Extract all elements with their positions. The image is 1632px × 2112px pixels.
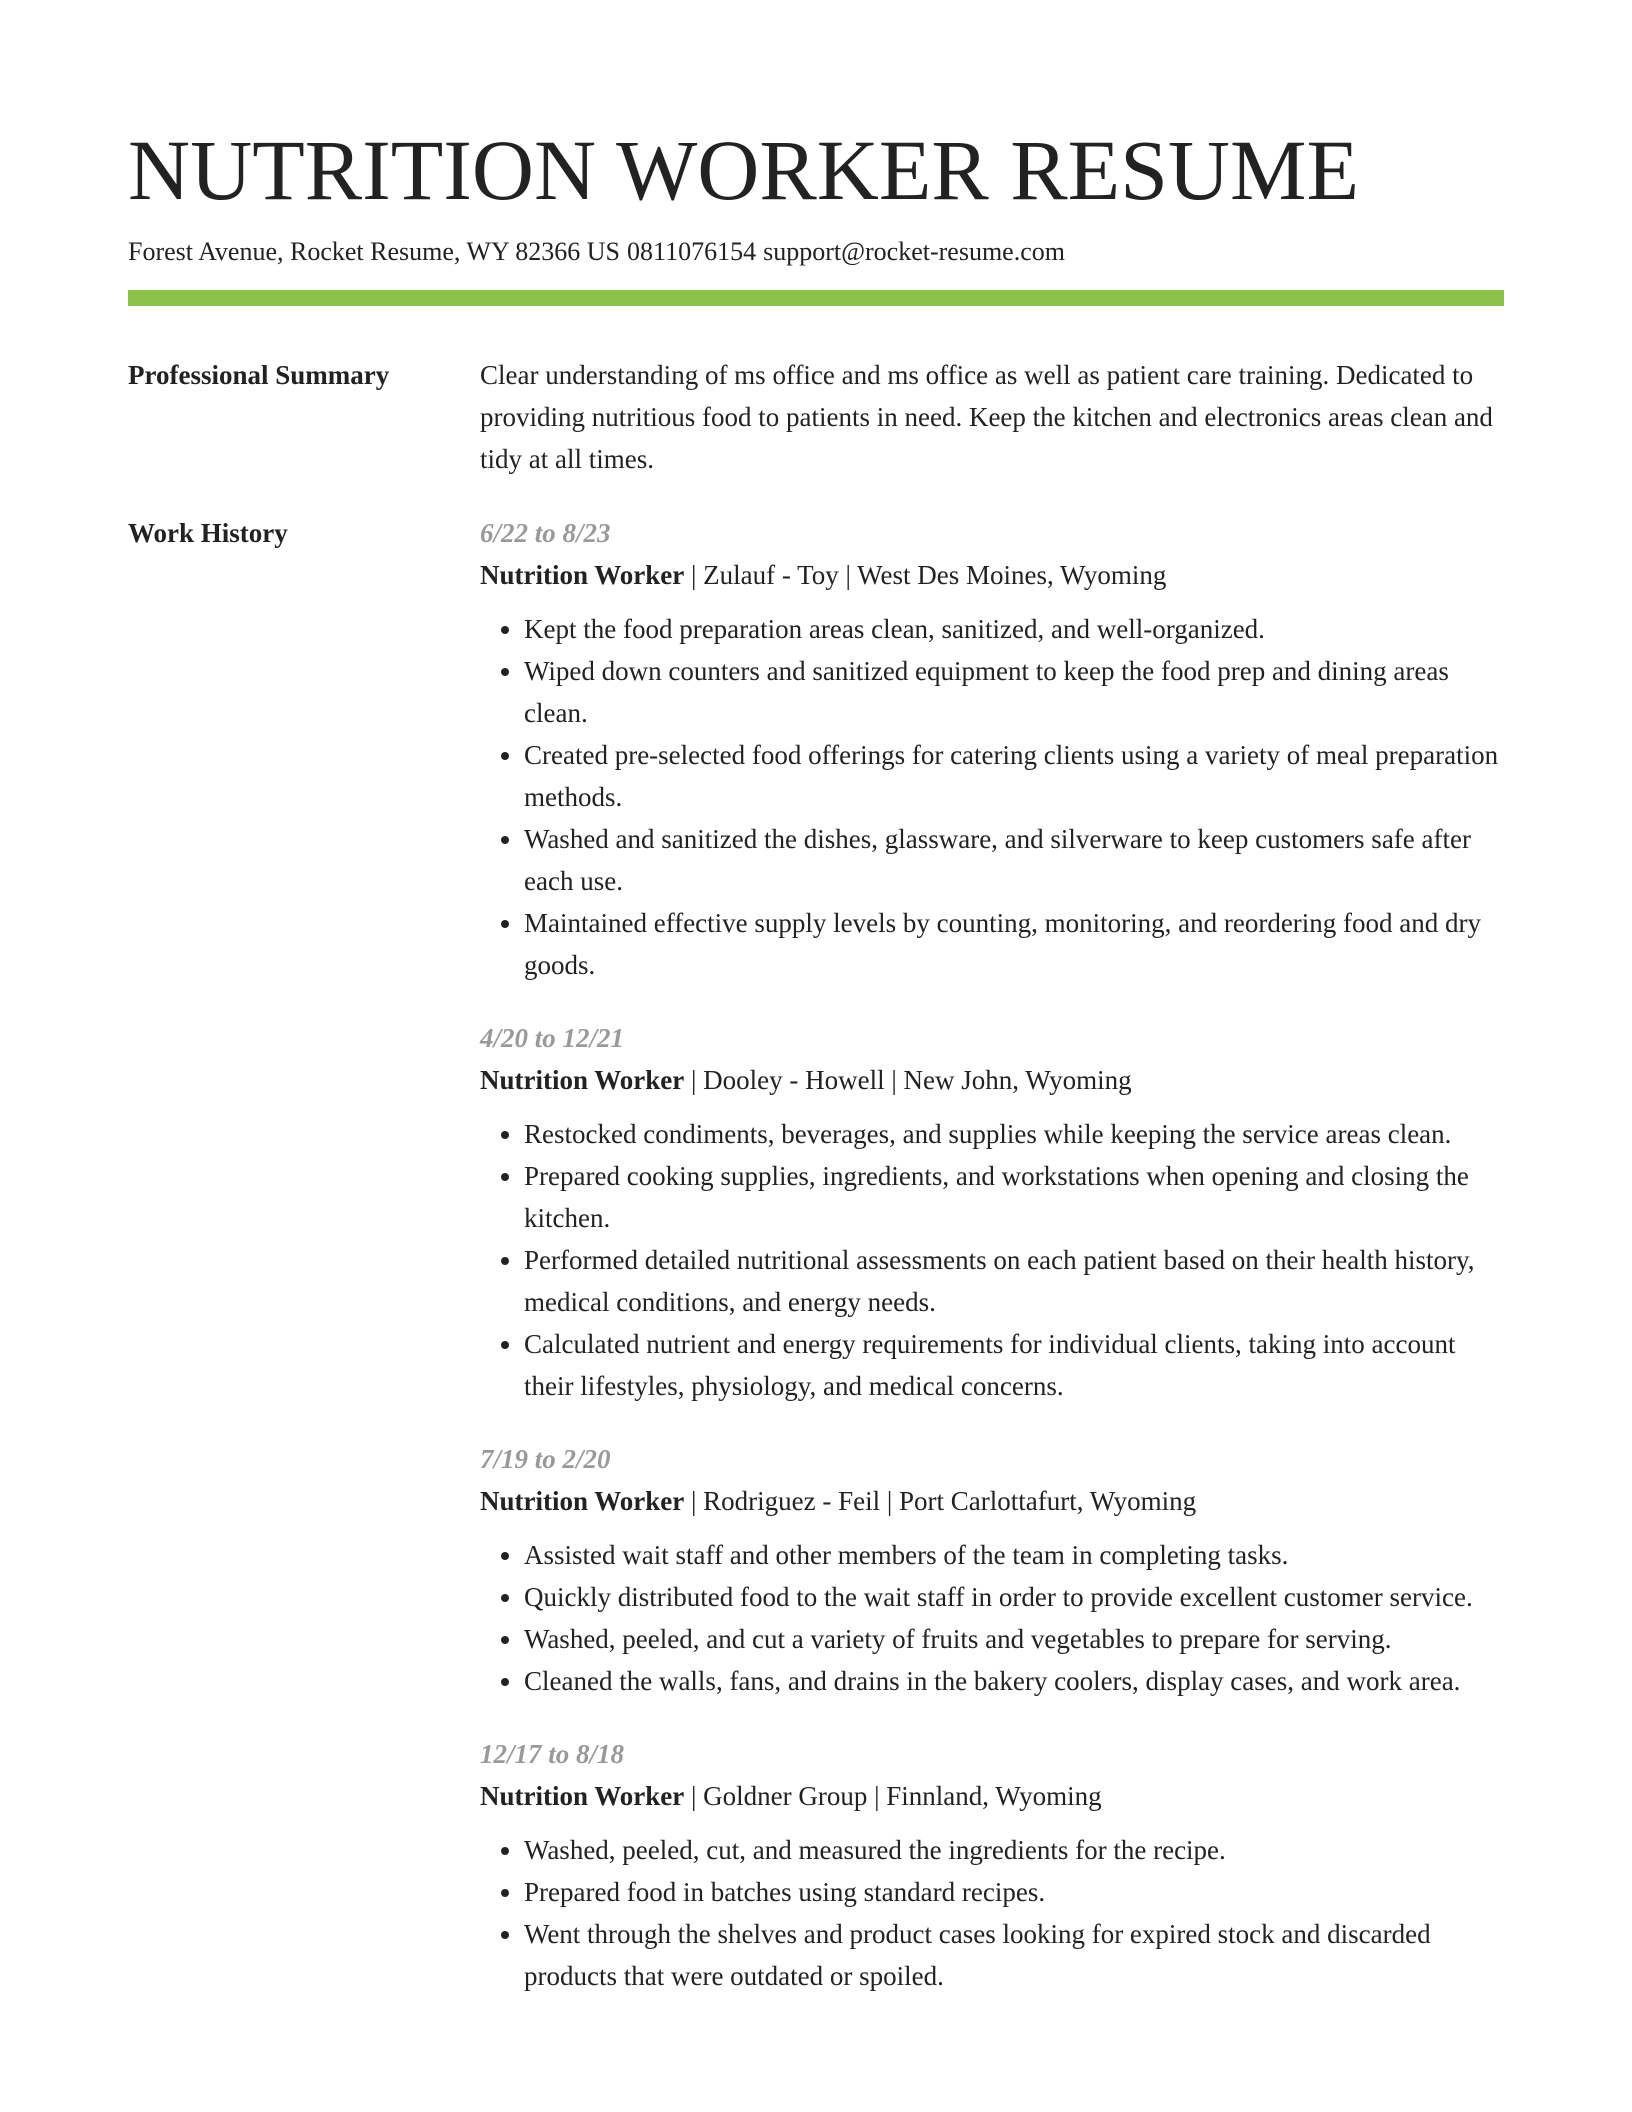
contact-line: [128, 234, 1504, 270]
job-bullet: • Cleaned the walls, fans, and drains in the bakery coolers, display cases, and work area.: [524, 1660, 1504, 1702]
job-details: | Goldner Group | Finnland, Wyoming: [684, 1781, 1102, 1811]
contact-address: Forest Avenue, Rocket Resume, WY 82366 US: [128, 237, 621, 266]
job-bullet: • Went through the shelves and product cases looking for expired stock and discarded products that were outdated or spoiled.: [524, 1913, 1504, 1997]
job-entry: [480, 1438, 1504, 1702]
contact-phone: 0811076154: [627, 237, 757, 266]
job-bullet: • Kept the food preparation areas clean, sanitized, and well-organized.: [524, 608, 1504, 650]
contact-email: support@rocket-resume.com: [763, 237, 1065, 266]
resume-document: [128, 118, 1504, 2028]
job-bullet: • Prepared food in batches using standard recipes.: [524, 1871, 1504, 1913]
job-dates: 12/17 to 8/18: [480, 1739, 625, 1769]
job-bullets: [480, 1113, 1504, 1407]
job-bullet: • Restocked condiments, beverages, and supplies while keeping the service areas clean.: [524, 1113, 1504, 1155]
job-details: | Zulauf - Toy | West Des Moines, Wyoming: [684, 560, 1167, 590]
page-title: NUTRITION WORKER RESUME: [128, 122, 1360, 218]
summary-label: Professional Summary: [128, 360, 390, 390]
job-bullet: • Washed and sanitized the dishes, glassware, and silverware to keep customers safe after each use.: [524, 818, 1504, 902]
work-history-section: [128, 512, 1504, 2028]
job-title: Nutrition Worker: [480, 1781, 685, 1811]
job-bullets: [480, 1534, 1504, 1702]
job-bullet: • Maintained effective supply levels by counting, monitoring, and reordering food and dry goods.: [524, 902, 1504, 986]
job-title: Nutrition Worker: [480, 1065, 685, 1095]
job-bullet: • Calculated nutrient and energy requirements for individual clients, taking into account their lifestyles, physiology, and medical concerns.: [524, 1323, 1504, 1407]
job-bullet: • Assisted wait staff and other members of the team in completing tasks.: [524, 1534, 1504, 1576]
job-bullet: • Washed, peeled, and cut a variety of fruits and vegetables to prepare for serving.: [524, 1618, 1504, 1660]
job-bullet: • Created pre-selected food offerings for catering clients using a variety of meal preparation methods.: [524, 734, 1504, 818]
job-heading: [480, 554, 1504, 596]
job-title: Nutrition Worker: [480, 1486, 685, 1516]
job-bullet: • Prepared cooking supplies, ingredients, and workstations when opening and closing the kitchen.: [524, 1155, 1504, 1239]
job-details: | Rodriguez - Feil | Port Carlottafurt, Wyoming: [684, 1486, 1197, 1516]
job-entry: [480, 512, 1504, 986]
header-divider: [128, 290, 1504, 306]
job-bullet: • Washed, peeled, cut, and measured the ingredients for the recipe.: [524, 1829, 1504, 1871]
job-bullet: • Quickly distributed food to the wait staff in order to provide excellent customer service.: [524, 1576, 1504, 1618]
summary-section: [128, 354, 1504, 480]
summary-body: [480, 354, 1504, 480]
work-history-body: [480, 512, 1504, 2028]
job-title: Nutrition Worker: [480, 560, 685, 590]
job-entry: [480, 1017, 1504, 1407]
work-history-label: Work History: [128, 518, 288, 548]
job-dates: 7/19 to 2/20: [480, 1444, 611, 1474]
job-dates: 4/20 to 12/21: [480, 1023, 625, 1053]
job-heading: [480, 1775, 1504, 1817]
job-bullets: [480, 1829, 1504, 1997]
job-entry: [480, 1733, 1504, 1997]
summary-text: Clear understanding of ms office and ms office as well as patient care training. Dedicated to providing nutritious food to patients in need. Keep the kitchen and electronics areas clean and tidy at all times.: [480, 360, 1493, 474]
job-dates: 6/22 to 8/23: [480, 518, 611, 548]
job-bullet: • Performed detailed nutritional assessments on each patient based on their health history, medical conditions, and energy needs.: [524, 1239, 1504, 1323]
job-heading: [480, 1480, 1504, 1522]
job-details: | Dooley - Howell | New John, Wyoming: [684, 1065, 1132, 1095]
job-heading: [480, 1059, 1504, 1101]
job-bullets: [480, 608, 1504, 986]
job-bullet: • Wiped down counters and sanitized equipment to keep the food prep and dining areas clean.: [524, 650, 1504, 734]
